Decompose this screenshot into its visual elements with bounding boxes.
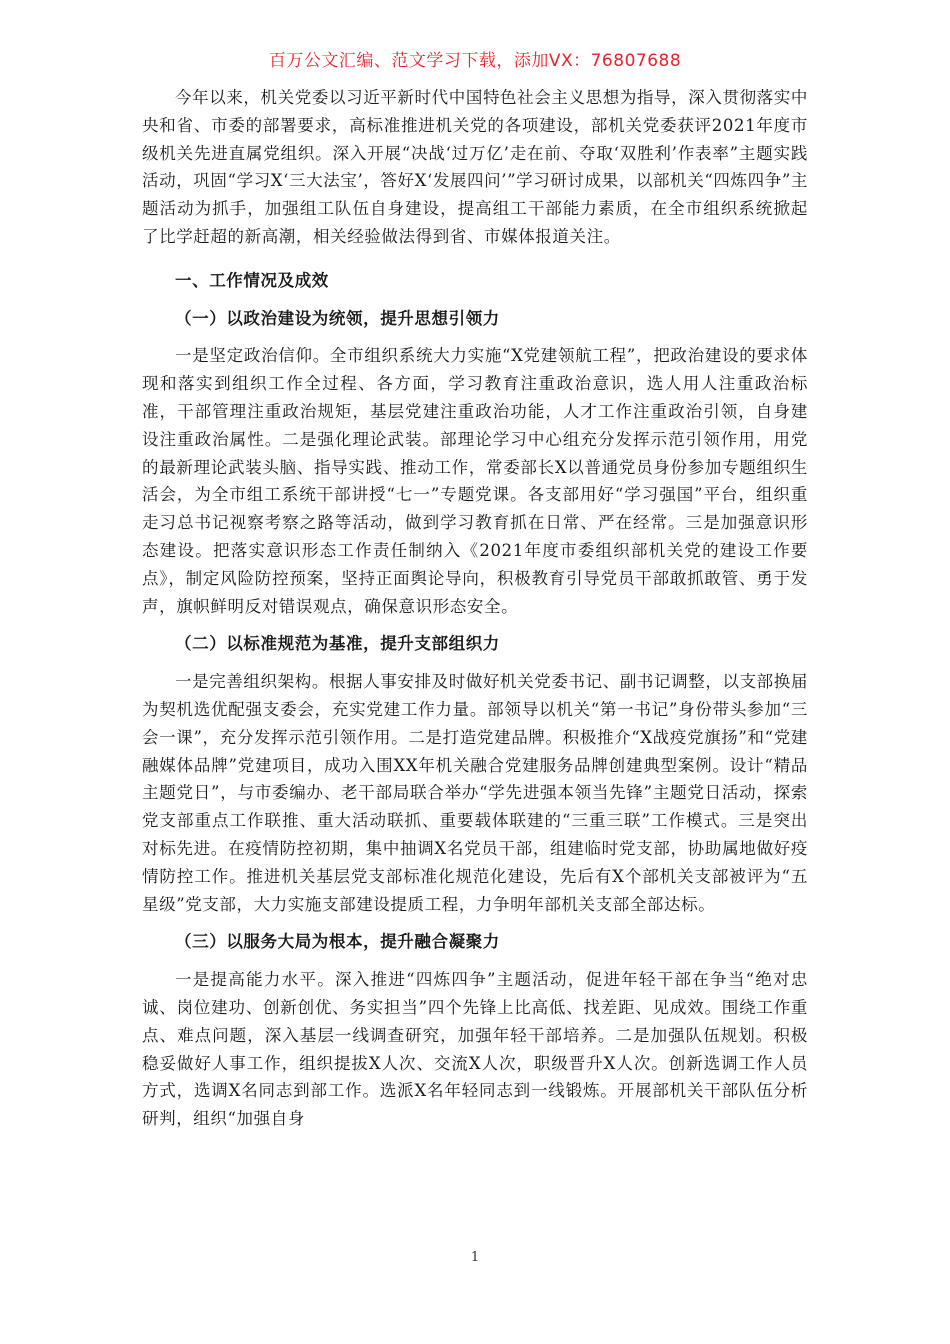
subsection-paragraph-1: 一是坚定政治信仰。全市组织系统大力实施“X党建领航工程”，把政治建设的要求体现和落实到组织工作全过程、各方面，学习教育注重政治意识，选人用人注重政治标准，干部管理注重政治规矩，基层党建注重政治功能，人才工作注重政治引领，自身建设注重政治属性。二是强化理论武装。部理论学习中心组充分发挥示范引领作用，用党的最新理论武装头脑、指导实践、推动工作，常委部长X以普通党员身份参加专题组织生活会，为全市组工系统干部讲授“七一”专题党课。各支部用好“学习强国”平台，组织重走习总书记视察考察之路等活动，做到学习教育抓在日常、严在经常。三是加强意识形态建设。把落实意识形态工作责任制纳入《2021年度市委组织部机关党的建设工作要点》，制定风险防控预案，坚持正面舆论导向，积极教育引导党员干部敢抓敢管、勇于发声，旗帜鲜明反对错误观点，确保意识形态安全。 (142, 346, 808, 616)
subsection-paragraph-3: 一是提高能力水平。深入推进“四炼四争”主题活动，促进年轻干部在争当“绝对忠诚、岗位建功、创新创优、务实担当”四个先锋上比高低、找差距、见成效。围绕工作重点、难点问题，深入基层一线调查研究，加强年轻干部培养。二是加强队伍规划。积极稳妥做好人事工作，组织提拔X人次、交流X人次，职级晋升X人次。创新选调工作人员方式，选调X名同志到部工作。选派X名年轻同志到一线锻炼。开展部机关干部队伍分析研判，组织“加强自身 (142, 970, 808, 1129)
intro-paragraph: 今年以来，机关党委以习近平新时代中国特色社会主义思想为指导，深入贯彻落实中央和省、市委的部署要求，高标准推进机关党的各项建设，部机关党委获评2021年度市级机关先进直属党组织。深入开展“决战‘过万亿’走在前、夺取‘双胜利’作表率”主题实践活动，巩固“学习X‘三大法宝’，答好X‘发展四问’”学习研讨成果，以部机关“四炼四争”主题活动为抓手，加强组工队伍自身建设，提高组工干部能力素质，在全市组织系统掀起了比学赶超的新高潮，相关经验做法得到省、市媒体报道关注。 (142, 88, 808, 246)
subsection-heading-2: （二）以标准规范为基准，提升支部组织力 (175, 634, 500, 654)
subsection-paragraph-2: 一是完善组织架构。根据人事安排及时做好机关党委书记、副书记调整，以支部换届为契机选优配强支委会，充实党建工作力量。部领导以机关“第一书记”身份带头参加“三会一课”，充分发挥示范引领作用。二是打造党建品牌。积极推介“X战疫党旗扬”和“党建融媒体品牌”党建项目，成功入围XX年机关融合党建服务品牌创建典型案例。设计“精品主题党日”，与市委编办、老干部局联合举办“学先进强本领当先锋”主题党日活动，探索党支部重点工作联推、重大活动联抓、重要载体联建的“三重三联”工作模式。三是突出对标先进。在疫情防控初期，集中抽调X名党员干部，组建临时党支部，协助属地做好疫情防控工作。推进机关基层党支部标准化规范化建设，先后有X个部机关支部被评为“五星级”党支部，大力实施支部建设提质工程，力争明年部机关支部全部达标。 (142, 672, 808, 914)
document-body (142, 84, 808, 1133)
subsection-heading-3: （三）以服务大局为根本，提升融合凝聚力 (175, 932, 500, 952)
promo-banner: 百万公文汇编、范文学习下载，添加VX：76807688 (268, 51, 682, 71)
page-number: 1 (470, 1250, 480, 1265)
subsection-heading-1: （一）以政治建设为统领，提升思想引领力 (175, 308, 500, 328)
section-heading: 一、工作情况及成效 (175, 270, 329, 290)
